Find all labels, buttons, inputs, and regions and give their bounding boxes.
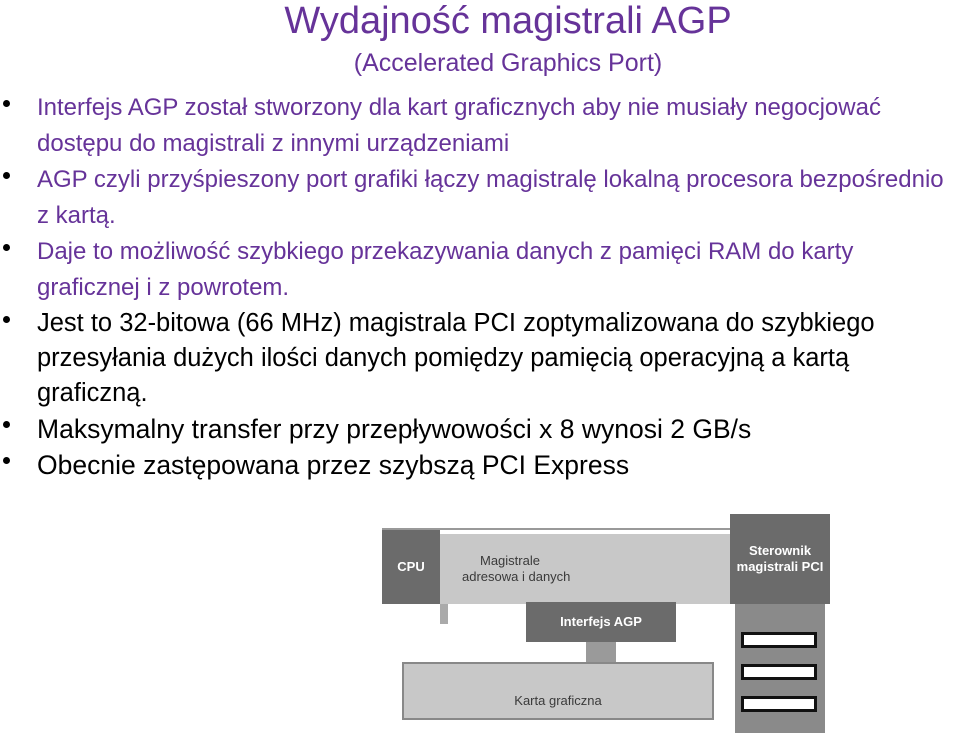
bullet-text: Jest to 32-bitowa (66 MHz) magistrala PCI zoptymalizowana do szybkiego przesyłania dużych ilości danych pomiędzy pamięcią operacyjną a kartą graficzną. <box>37 309 875 407</box>
list-item <box>0 234 960 306</box>
bus-band <box>440 534 730 604</box>
bullet-text: Obecnie zastępowana przez szybszą PCI Express <box>37 450 630 480</box>
page-subtitle: (Accelerated Graphics Port) <box>353 49 663 77</box>
pci-controller-box <box>730 514 830 604</box>
pci-slot <box>741 632 817 648</box>
bus-connector <box>440 604 448 624</box>
bullet-dot-icon <box>3 100 10 107</box>
bullet-list <box>0 90 960 483</box>
pci-controller-line1: Sterownik <box>748 543 812 558</box>
bullet-dot-icon <box>3 316 10 323</box>
graphics-card-box <box>402 662 714 720</box>
agp-architecture-diagram <box>380 514 960 733</box>
cpu-label: CPU <box>397 559 425 574</box>
bullet-text: Daje to możliwość szybkiego przekazywania danych z pamięci RAM do karty graficznej i z powrotem. <box>37 238 854 301</box>
graphics-card-label: Karta graficzna <box>514 693 602 708</box>
agp-interface-box <box>526 602 676 642</box>
bus-label-line1: Magistrale <box>480 553 540 568</box>
bullet-text: AGP czyli przyśpieszony port grafiki łączy magistralę lokalną procesora bezpośrednio z kartą. <box>37 166 944 229</box>
bullet-dot-icon <box>3 421 10 428</box>
list-item <box>0 90 960 162</box>
bullet-dot-icon <box>3 244 10 251</box>
bullet-text: Interfejs AGP został stworzony dla kart graficznych aby nie musiały negocjować dostępu do magistrali z innymi urządzeniami <box>37 94 881 157</box>
pci-controller-line2: magistrali PCI <box>736 559 824 574</box>
list-item <box>0 411 960 447</box>
cpu-box <box>382 530 440 604</box>
agp-connector <box>586 642 616 662</box>
pci-slot <box>741 696 817 712</box>
bullet-dot-icon <box>3 172 10 179</box>
pci-slot <box>741 664 817 680</box>
page-title: Wydajność magistrali AGP <box>284 0 732 42</box>
list-item <box>0 162 960 234</box>
bullet-dot-icon <box>3 457 10 464</box>
list-item <box>0 306 960 411</box>
bus-label-line2: adresowa i danych <box>462 569 571 584</box>
list-item <box>0 447 960 483</box>
bullet-text: Maksymalny transfer przy przepływowości x 8 wynosi 2 GB/s <box>37 414 752 444</box>
agp-interface-label: Interfejs AGP <box>560 614 642 629</box>
